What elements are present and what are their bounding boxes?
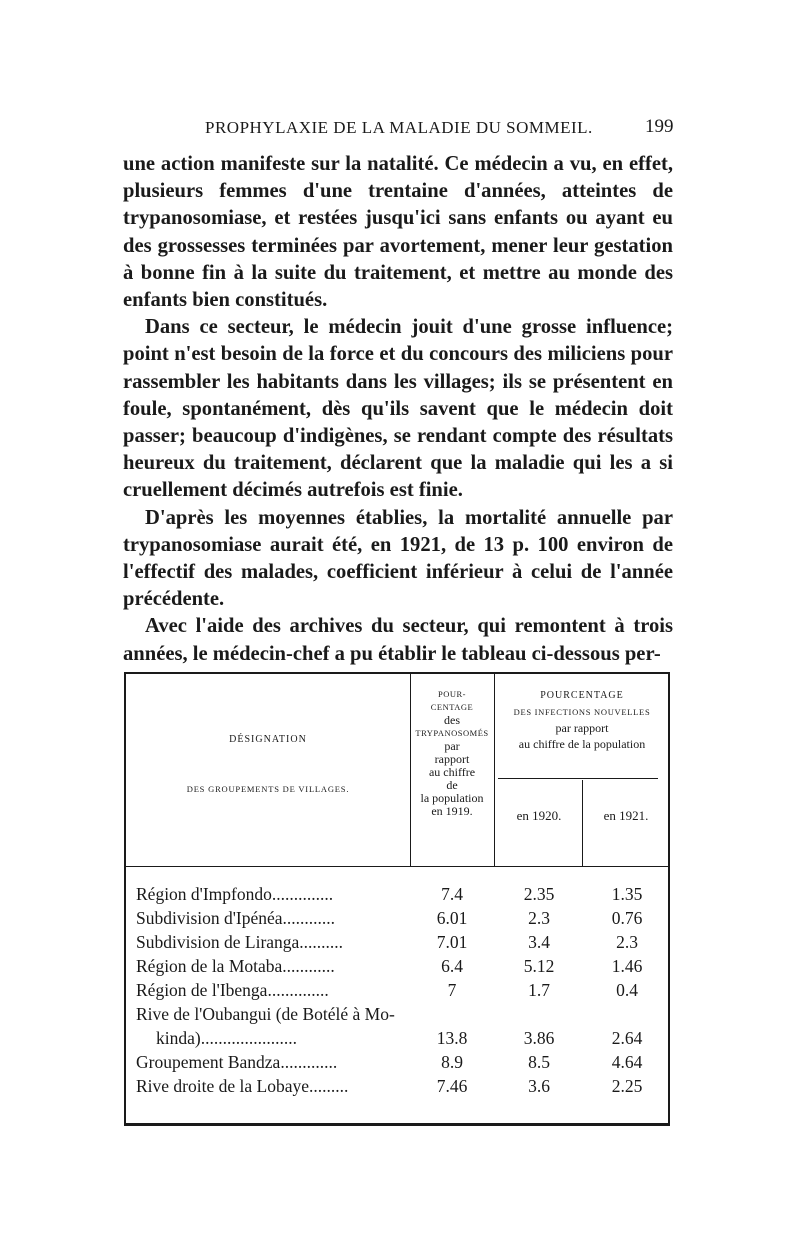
header-line: DES INFECTIONS NOUVELLES [513, 707, 651, 717]
value-1921: 4.64 [611, 1052, 643, 1072]
value-1919: 7.01 [436, 932, 468, 952]
header-line: de [446, 778, 458, 792]
value-1919: 7.4 [441, 884, 463, 904]
statistics-table [124, 672, 670, 1126]
paragraph-2: Dans ce secteur, le médecin jouit d'une grosse influence; point n'est besoin de la force et du concours des miliciens pour rassembler les habitants dans les villages; ils se présentent en foule, spontanément, dès qu'ils savent que le médecin doit passer; beaucoup d'indigènes, se rendant compte des résultats heureux du traitement, déclarent que la maladie qui les a si cruellement décimés autrefois est finie. [123, 316, 673, 502]
page-number: 199 [645, 116, 674, 137]
subheader-divider [498, 778, 658, 779]
value-1921: 1.35 [611, 884, 643, 904]
table-row [136, 978, 666, 1002]
value-1920: 3.4 [528, 932, 550, 952]
body-text [123, 151, 673, 668]
header-line: au chiffre [428, 765, 476, 779]
value-1919: 13.8 [436, 1028, 468, 1048]
header-line: la population [420, 791, 484, 805]
table-row [136, 1074, 666, 1098]
row-name: Subdivision de Liranga.......... [136, 932, 344, 952]
header-designation: DÉSIGNATION [229, 734, 307, 745]
table-row [136, 1050, 666, 1074]
value-1920: 2.3 [528, 908, 550, 928]
header-line: au chiffre de la population [518, 737, 646, 751]
header-line: en 1919. [431, 804, 473, 818]
value-1921: 1.46 [611, 956, 643, 976]
row-name: Région d'Impfondo.............. [136, 884, 334, 904]
value-1921: 2.3 [616, 932, 638, 952]
header-1921: en 1921. [603, 808, 649, 823]
header-infections-nouvelles [494, 688, 670, 752]
value-1921: 0.76 [611, 908, 643, 928]
value-1919: 8.9 [441, 1052, 463, 1072]
value-1921: 0.4 [616, 980, 638, 1000]
value-1919: 6.4 [441, 956, 463, 976]
row-name: Rive de l'Oubangui (de Botélé à Mo- [136, 1004, 395, 1024]
header-1920: en 1920. [516, 808, 562, 823]
header-line: par [444, 739, 460, 753]
paragraph-1: une action manifeste sur la natalité. Ce médecin a vu, en effet, plusieurs femmes d'une trentaine d'années, atteintes de trypanosomiase, et restées jusqu'ici sans enfants ou ayant eu des grossesses terminées par avortement, mener leur gestation à bonne fin à la suite du traitement, et mettre au monde des enfants bien constitués. [123, 153, 673, 312]
row-name: Rive droite de la Lobaye......... [136, 1076, 349, 1096]
table-body [136, 882, 666, 1098]
table-row [136, 906, 666, 930]
row-name: Groupement Bandza............. [136, 1052, 338, 1072]
header-line: TRYPANOSOMÉS [415, 728, 489, 738]
value-1921: 2.25 [611, 1076, 643, 1096]
value-1919: 7.46 [436, 1076, 468, 1096]
value-1920: 5.12 [523, 956, 555, 976]
value-1920: 3.6 [528, 1076, 550, 1096]
row-name: Subdivision d'Ipénéa............ [136, 908, 336, 928]
header-line: POUR- [437, 689, 466, 699]
header-pourcentage-1919 [410, 688, 494, 818]
header-line: POURCENTAGE [540, 690, 624, 701]
table-row [136, 882, 666, 906]
row-name-continued: kinda)...................... [156, 1028, 297, 1048]
table-row [136, 930, 666, 954]
header-designation-sub: DES GROUPEMENTS DE VILLAGES. [186, 784, 350, 794]
value-1919: 7 [447, 980, 457, 1000]
table-row [136, 1002, 666, 1050]
row-name: Région de la Motaba............ [136, 956, 335, 976]
header-line: par rapport [555, 721, 609, 735]
paragraph-4: Avec l'aide des archives du secteur, qui remontent à trois années, le médecin-chef a pu établir le tableau ci-dessous per- [123, 615, 673, 665]
header-line: CENTAGE [430, 702, 474, 712]
value-1920: 8.5 [528, 1052, 550, 1072]
value-1920: 1.7 [528, 980, 550, 1000]
value-1919: 6.01 [436, 908, 468, 928]
running-title: PROPHYLAXIE DE LA MALADIE DU SOMMEIL. [205, 118, 593, 137]
header-line: des [444, 713, 460, 727]
header-divider [126, 866, 668, 867]
header-line: rapport [434, 752, 470, 766]
value-1920: 2.35 [523, 884, 555, 904]
value-1920: 3.86 [523, 1028, 555, 1048]
table-row [136, 954, 666, 978]
value-1921: 2.64 [611, 1028, 643, 1048]
paragraph-3: D'après les moyennes établies, la mortalité annuelle par trypanosomiase aurait été, en 1921, de 13 p. 100 environ de l'effectif des malades, coefficient inférieur à celui de l'année précédente. [123, 506, 673, 611]
row-name: Région de l'Ibenga.............. [136, 980, 329, 1000]
